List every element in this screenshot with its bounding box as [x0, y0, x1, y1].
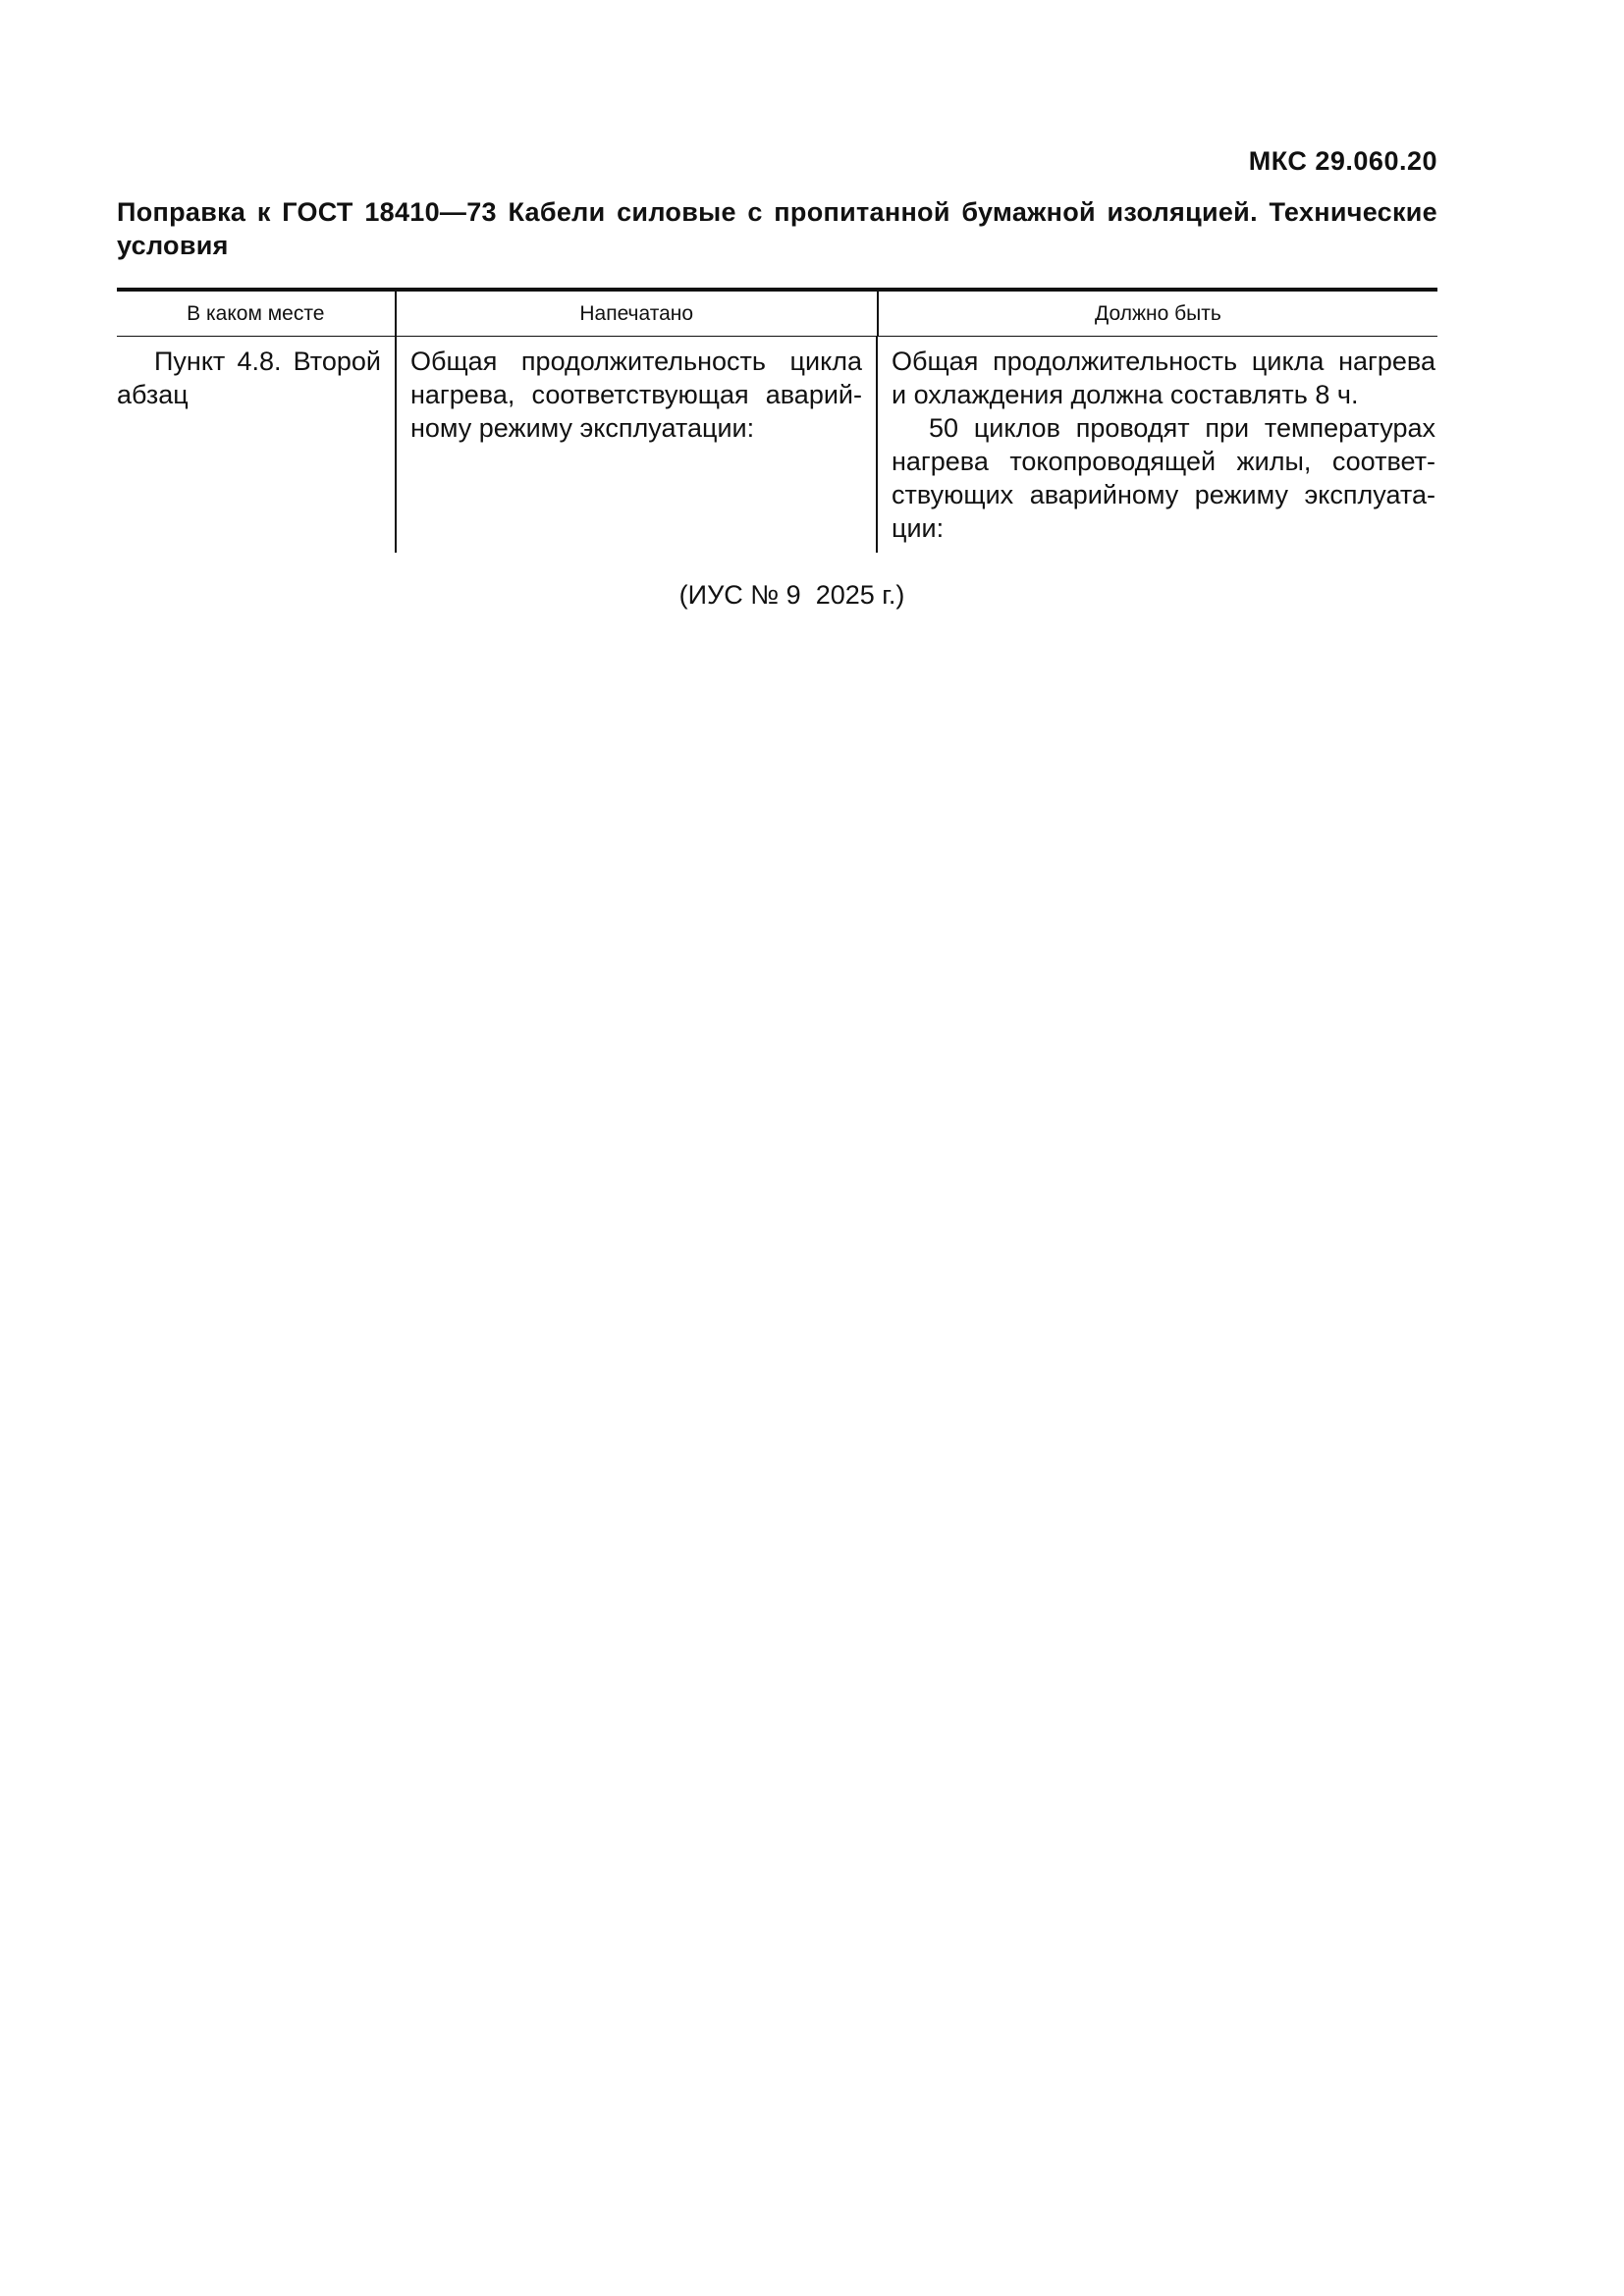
cell-should-be-paragraph-1: Общая продолжительность цикла нагрева и охлаждения должна составлять 8 ч.	[892, 347, 1435, 409]
table-row	[117, 337, 1437, 553]
cell-printed	[395, 337, 876, 553]
correction-table	[117, 288, 1437, 553]
cell-should-be-paragraph-2: 50 циклов проводят при температурах нагрева токопроводящей жилы, соответствующих аварийному режиму эксплуатации:	[892, 413, 1435, 543]
cell-printed-text: Общая продолжительность цикла нагрева, соответствующая аварийному режиму эксплуатации:	[410, 347, 862, 443]
column-header-printed: Напечатано	[395, 292, 877, 336]
cell-location-text: Пункт 4.8. Второй абзац	[117, 347, 381, 409]
column-header-should-be: Должно быть	[877, 292, 1437, 336]
cell-should-be	[876, 337, 1435, 553]
document-title: Поправка к ГОСТ 18410—73 Кабели силовые с пропитанной бумажной изоляцией. Технические условия	[117, 197, 1437, 260]
cell-location	[117, 337, 395, 553]
ius-reference: (ИУС № 9 2025 г.)	[678, 580, 905, 610]
table-header	[117, 292, 1437, 337]
column-header-location: В каком месте	[187, 301, 325, 325]
mks-code: МКС 29.060.20	[1248, 146, 1437, 176]
